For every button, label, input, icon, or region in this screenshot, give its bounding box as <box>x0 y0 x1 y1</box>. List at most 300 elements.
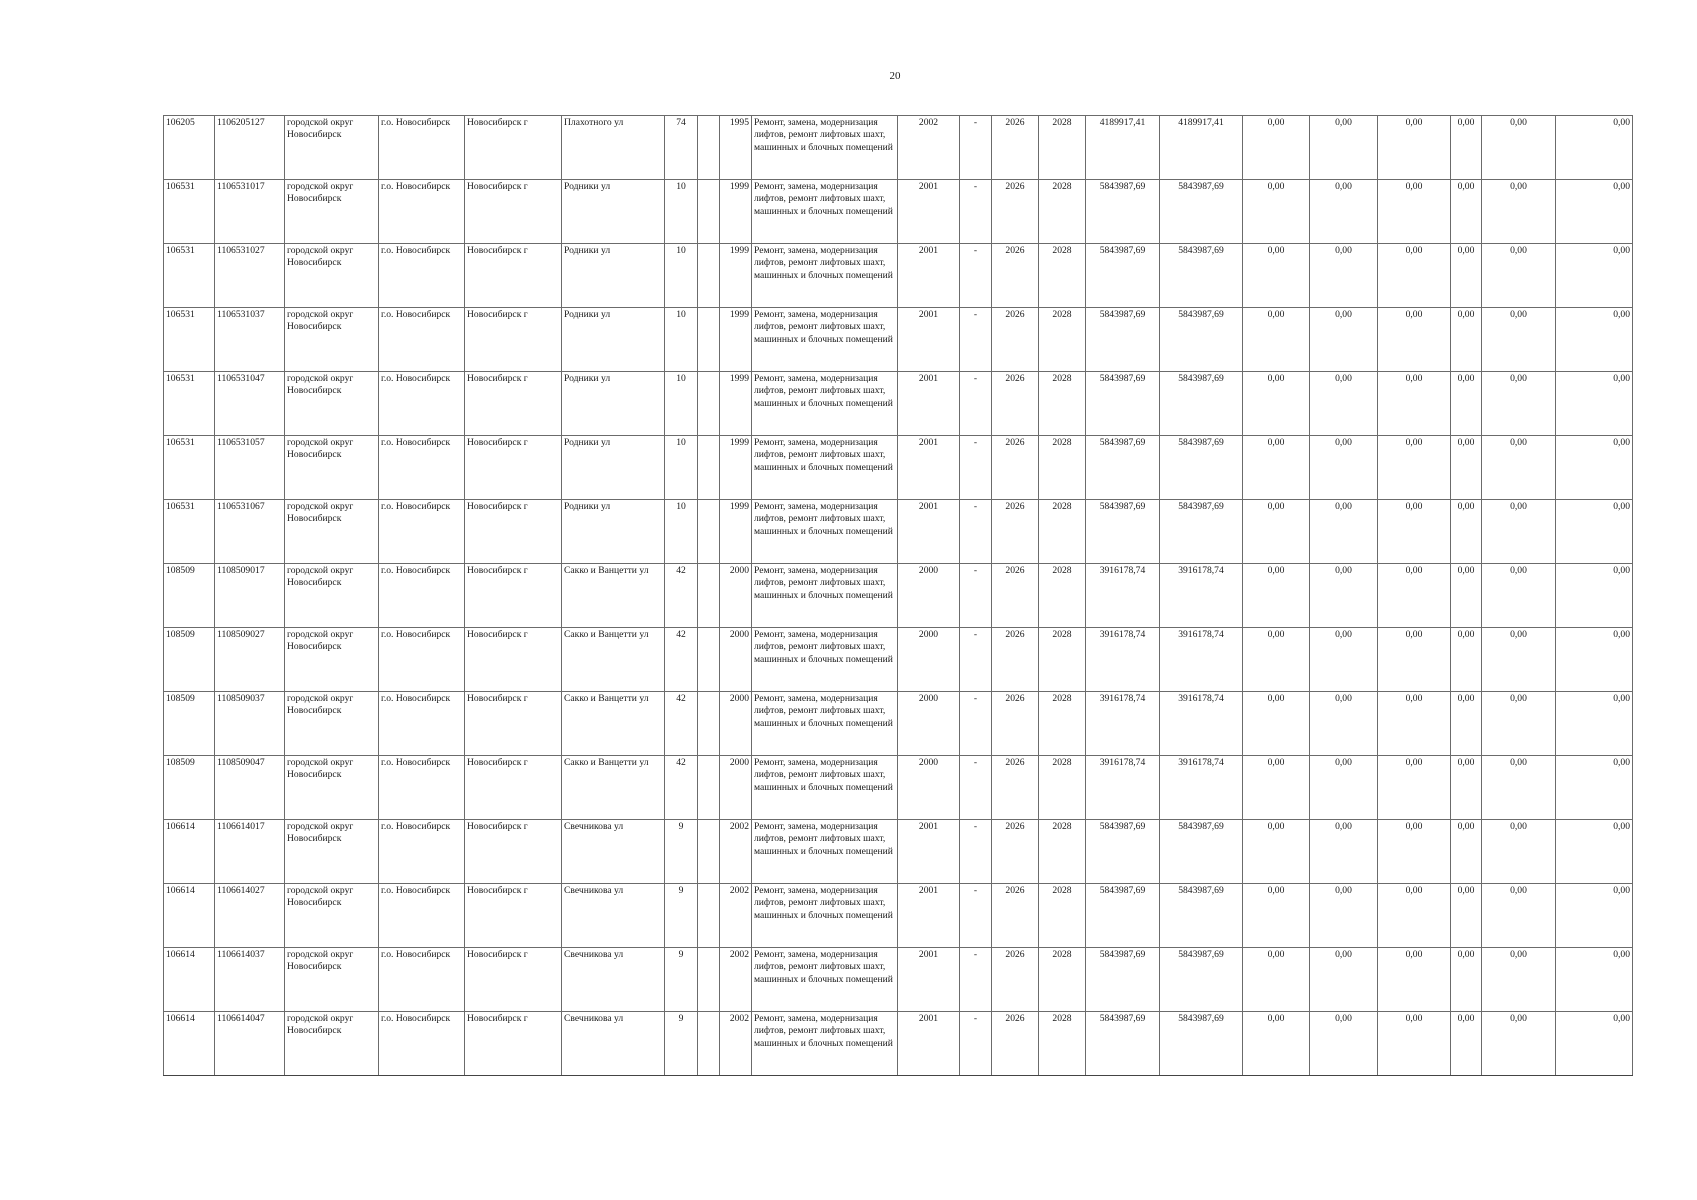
municipality-name: г.о. Новосибирск <box>379 244 465 308</box>
settlement-name: Новосибирск г <box>465 692 562 756</box>
value-5: 0,00 <box>1482 884 1556 948</box>
cost-total: 5843987,69 <box>1086 180 1160 244</box>
street-name: Свечникова ул <box>562 884 665 948</box>
work-type: Ремонт, замена, модернизация лифтов, ремонт лифтовых шахт, машинных и блочных помещений <box>752 116 898 180</box>
dash-cell: - <box>960 756 992 820</box>
plan-year-from: 2026 <box>992 884 1039 948</box>
value-4: 0,00 <box>1451 244 1482 308</box>
last-repair-year: 2000 <box>898 628 960 692</box>
value-2: 0,00 <box>1310 628 1378 692</box>
built-year: 1995 <box>720 116 752 180</box>
value-3: 0,00 <box>1378 756 1451 820</box>
dash-cell: - <box>960 564 992 628</box>
cost-total: 5843987,69 <box>1086 884 1160 948</box>
municipality-name: г.о. Новосибирск <box>379 756 465 820</box>
element-code: 1106531027 <box>215 244 285 308</box>
object-id: 106531 <box>164 244 215 308</box>
value-5: 0,00 <box>1482 180 1556 244</box>
value-6: 0,00 <box>1556 564 1633 628</box>
plan-year-to: 2028 <box>1039 884 1086 948</box>
house-number: 10 <box>665 180 698 244</box>
house-number: 10 <box>665 436 698 500</box>
built-year: 2000 <box>720 756 752 820</box>
house-number: 10 <box>665 372 698 436</box>
built-year: 1999 <box>720 180 752 244</box>
object-id: 106531 <box>164 180 215 244</box>
last-repair-year: 2000 <box>898 692 960 756</box>
plan-year-to: 2028 <box>1039 500 1086 564</box>
building-number <box>698 692 720 756</box>
street-name: Родники ул <box>562 372 665 436</box>
plan-year-to: 2028 <box>1039 756 1086 820</box>
value-3: 0,00 <box>1378 500 1451 564</box>
plan-year-from: 2026 <box>992 692 1039 756</box>
object-id: 108509 <box>164 564 215 628</box>
house-number: 74 <box>665 116 698 180</box>
building-number <box>698 308 720 372</box>
work-type: Ремонт, замена, модернизация лифтов, ремонт лифтовых шахт, машинных и блочных помещений <box>752 436 898 500</box>
plan-year-to: 2028 <box>1039 628 1086 692</box>
work-type: Ремонт, замена, модернизация лифтов, ремонт лифтовых шахт, машинных и блочных помещений <box>752 628 898 692</box>
object-id: 106531 <box>164 308 215 372</box>
value-4: 0,00 <box>1451 756 1482 820</box>
cost-fund: 3916178,74 <box>1160 564 1243 628</box>
value-2: 0,00 <box>1310 244 1378 308</box>
cost-total: 5843987,69 <box>1086 820 1160 884</box>
table-row <box>164 692 1633 756</box>
house-number: 42 <box>665 692 698 756</box>
value-1: 0,00 <box>1243 628 1310 692</box>
element-code: 1108509047 <box>215 756 285 820</box>
work-type: Ремонт, замена, модернизация лифтов, ремонт лифтовых шахт, машинных и блочных помещений <box>752 500 898 564</box>
value-4: 0,00 <box>1451 372 1482 436</box>
house-number: 9 <box>665 948 698 1012</box>
last-repair-year: 2001 <box>898 884 960 948</box>
value-6: 0,00 <box>1556 372 1633 436</box>
value-4: 0,00 <box>1451 564 1482 628</box>
value-4: 0,00 <box>1451 180 1482 244</box>
settlement-name: Новосибирск г <box>465 244 562 308</box>
value-3: 0,00 <box>1378 244 1451 308</box>
municipality-name: г.о. Новосибирск <box>379 308 465 372</box>
dash-cell: - <box>960 1012 992 1076</box>
last-repair-year: 2001 <box>898 500 960 564</box>
table-row <box>164 116 1633 180</box>
value-2: 0,00 <box>1310 564 1378 628</box>
value-1: 0,00 <box>1243 820 1310 884</box>
cost-total: 5843987,69 <box>1086 1012 1160 1076</box>
table-row <box>164 500 1633 564</box>
value-1: 0,00 <box>1243 116 1310 180</box>
value-3: 0,00 <box>1378 692 1451 756</box>
last-repair-year: 2001 <box>898 948 960 1012</box>
work-type: Ремонт, замена, модернизация лифтов, ремонт лифтовых шахт, машинных и блочных помещений <box>752 948 898 1012</box>
value-6: 0,00 <box>1556 692 1633 756</box>
value-3: 0,00 <box>1378 948 1451 1012</box>
plan-year-to: 2028 <box>1039 1012 1086 1076</box>
plan-year-from: 2026 <box>992 500 1039 564</box>
municipality-name: г.о. Новосибирск <box>379 948 465 1012</box>
value-2: 0,00 <box>1310 436 1378 500</box>
element-code: 1108509037 <box>215 692 285 756</box>
value-5: 0,00 <box>1482 1012 1556 1076</box>
value-6: 0,00 <box>1556 308 1633 372</box>
cost-total: 5843987,69 <box>1086 308 1160 372</box>
district-name: городской округ Новосибирск <box>285 948 379 1012</box>
cost-fund: 5843987,69 <box>1160 500 1243 564</box>
district-name: городской округ Новосибирск <box>285 564 379 628</box>
plan-year-from: 2026 <box>992 436 1039 500</box>
cost-total: 5843987,69 <box>1086 436 1160 500</box>
house-number: 10 <box>665 500 698 564</box>
value-5: 0,00 <box>1482 756 1556 820</box>
value-3: 0,00 <box>1378 372 1451 436</box>
cost-fund: 5843987,69 <box>1160 1012 1243 1076</box>
value-6: 0,00 <box>1556 628 1633 692</box>
last-repair-year: 2001 <box>898 1012 960 1076</box>
building-number <box>698 948 720 1012</box>
dash-cell: - <box>960 308 992 372</box>
last-repair-year: 2002 <box>898 116 960 180</box>
cost-total: 3916178,74 <box>1086 692 1160 756</box>
last-repair-year: 2001 <box>898 308 960 372</box>
value-5: 0,00 <box>1482 564 1556 628</box>
value-2: 0,00 <box>1310 308 1378 372</box>
building-number <box>698 756 720 820</box>
cost-fund: 5843987,69 <box>1160 884 1243 948</box>
value-5: 0,00 <box>1482 116 1556 180</box>
street-name: Свечникова ул <box>562 948 665 1012</box>
municipality-name: г.о. Новосибирск <box>379 1012 465 1076</box>
dash-cell: - <box>960 116 992 180</box>
settlement-name: Новосибирск г <box>465 372 562 436</box>
table-row <box>164 308 1633 372</box>
work-type: Ремонт, замена, модернизация лифтов, ремонт лифтовых шахт, машинных и блочных помещений <box>752 372 898 436</box>
cost-fund: 5843987,69 <box>1160 948 1243 1012</box>
value-3: 0,00 <box>1378 308 1451 372</box>
district-name: городской округ Новосибирск <box>285 756 379 820</box>
settlement-name: Новосибирск г <box>465 564 562 628</box>
municipality-name: г.о. Новосибирск <box>379 372 465 436</box>
dash-cell: - <box>960 820 992 884</box>
value-4: 0,00 <box>1451 436 1482 500</box>
value-5: 0,00 <box>1482 948 1556 1012</box>
district-name: городской округ Новосибирск <box>285 436 379 500</box>
settlement-name: Новосибирск г <box>465 308 562 372</box>
value-3: 0,00 <box>1378 180 1451 244</box>
street-name: Сакко и Ванцетти ул <box>562 692 665 756</box>
value-5: 0,00 <box>1482 436 1556 500</box>
value-6: 0,00 <box>1556 116 1633 180</box>
dash-cell: - <box>960 628 992 692</box>
table-row <box>164 756 1633 820</box>
value-5: 0,00 <box>1482 372 1556 436</box>
work-type: Ремонт, замена, модернизация лифтов, ремонт лифтовых шахт, машинных и блочных помещений <box>752 244 898 308</box>
building-number <box>698 372 720 436</box>
table-row <box>164 1012 1633 1076</box>
district-name: городской округ Новосибирск <box>285 180 379 244</box>
plan-year-from: 2026 <box>992 1012 1039 1076</box>
cost-total: 5843987,69 <box>1086 244 1160 308</box>
value-1: 0,00 <box>1243 500 1310 564</box>
value-5: 0,00 <box>1482 628 1556 692</box>
district-name: городской округ Новосибирск <box>285 884 379 948</box>
settlement-name: Новосибирск г <box>465 884 562 948</box>
street-name: Родники ул <box>562 500 665 564</box>
district-name: городской округ Новосибирск <box>285 372 379 436</box>
table-row <box>164 884 1633 948</box>
last-repair-year: 2000 <box>898 564 960 628</box>
district-name: городской округ Новосибирск <box>285 116 379 180</box>
municipality-name: г.о. Новосибирск <box>379 564 465 628</box>
element-code: 1106531057 <box>215 436 285 500</box>
municipality-name: г.о. Новосибирск <box>379 500 465 564</box>
value-1: 0,00 <box>1243 436 1310 500</box>
cost-fund: 3916178,74 <box>1160 692 1243 756</box>
cost-fund: 3916178,74 <box>1160 756 1243 820</box>
value-2: 0,00 <box>1310 692 1378 756</box>
cost-fund: 4189917,41 <box>1160 116 1243 180</box>
street-name: Родники ул <box>562 180 665 244</box>
plan-year-from: 2026 <box>992 372 1039 436</box>
value-6: 0,00 <box>1556 500 1633 564</box>
object-id: 106205 <box>164 116 215 180</box>
value-4: 0,00 <box>1451 884 1482 948</box>
cost-fund: 5843987,69 <box>1160 244 1243 308</box>
building-number <box>698 1012 720 1076</box>
object-id: 108509 <box>164 628 215 692</box>
built-year: 2002 <box>720 884 752 948</box>
value-6: 0,00 <box>1556 948 1633 1012</box>
work-type: Ремонт, замена, модернизация лифтов, ремонт лифтовых шахт, машинных и блочных помещений <box>752 308 898 372</box>
dash-cell: - <box>960 884 992 948</box>
street-name: Плахотного ул <box>562 116 665 180</box>
last-repair-year: 2001 <box>898 436 960 500</box>
dash-cell: - <box>960 948 992 1012</box>
plan-year-to: 2028 <box>1039 308 1086 372</box>
value-5: 0,00 <box>1482 500 1556 564</box>
cost-total: 3916178,74 <box>1086 628 1160 692</box>
cost-total: 5843987,69 <box>1086 948 1160 1012</box>
settlement-name: Новосибирск г <box>465 820 562 884</box>
work-type: Ремонт, замена, модернизация лифтов, ремонт лифтовых шахт, машинных и блочных помещений <box>752 820 898 884</box>
value-3: 0,00 <box>1378 884 1451 948</box>
object-id: 106614 <box>164 1012 215 1076</box>
work-type: Ремонт, замена, модернизация лифтов, ремонт лифтовых шахт, машинных и блочных помещений <box>752 1012 898 1076</box>
house-number: 10 <box>665 244 698 308</box>
value-6: 0,00 <box>1556 756 1633 820</box>
settlement-name: Новосибирск г <box>465 948 562 1012</box>
house-number: 42 <box>665 564 698 628</box>
plan-year-from: 2026 <box>992 244 1039 308</box>
value-4: 0,00 <box>1451 628 1482 692</box>
plan-year-to: 2028 <box>1039 820 1086 884</box>
dash-cell: - <box>960 180 992 244</box>
street-name: Свечникова ул <box>562 820 665 884</box>
building-number <box>698 500 720 564</box>
house-number: 9 <box>665 820 698 884</box>
object-id: 106614 <box>164 820 215 884</box>
plan-year-from: 2026 <box>992 308 1039 372</box>
value-1: 0,00 <box>1243 244 1310 308</box>
plan-year-from: 2026 <box>992 820 1039 884</box>
building-number <box>698 820 720 884</box>
cost-fund: 5843987,69 <box>1160 308 1243 372</box>
object-id: 108509 <box>164 692 215 756</box>
cost-total: 4189917,41 <box>1086 116 1160 180</box>
value-5: 0,00 <box>1482 244 1556 308</box>
element-code: 1106531047 <box>215 372 285 436</box>
table-row <box>164 244 1633 308</box>
built-year: 2002 <box>720 820 752 884</box>
built-year: 1999 <box>720 500 752 564</box>
built-year: 1999 <box>720 244 752 308</box>
object-id: 106531 <box>164 500 215 564</box>
building-number <box>698 628 720 692</box>
object-id: 106614 <box>164 884 215 948</box>
value-6: 0,00 <box>1556 820 1633 884</box>
plan-year-to: 2028 <box>1039 436 1086 500</box>
building-number <box>698 564 720 628</box>
repair-program-table <box>163 115 1633 1076</box>
plan-year-to: 2028 <box>1039 116 1086 180</box>
value-5: 0,00 <box>1482 820 1556 884</box>
value-4: 0,00 <box>1451 820 1482 884</box>
last-repair-year: 2001 <box>898 180 960 244</box>
house-number: 10 <box>665 308 698 372</box>
value-1: 0,00 <box>1243 180 1310 244</box>
value-2: 0,00 <box>1310 180 1378 244</box>
building-number <box>698 436 720 500</box>
dash-cell: - <box>960 500 992 564</box>
built-year: 2002 <box>720 1012 752 1076</box>
value-5: 0,00 <box>1482 308 1556 372</box>
value-1: 0,00 <box>1243 564 1310 628</box>
element-code: 1106614017 <box>215 820 285 884</box>
last-repair-year: 2001 <box>898 372 960 436</box>
street-name: Сакко и Ванцетти ул <box>562 756 665 820</box>
element-code: 1106531037 <box>215 308 285 372</box>
building-number <box>698 884 720 948</box>
value-3: 0,00 <box>1378 628 1451 692</box>
page-number: 20 <box>889 70 901 82</box>
work-type: Ремонт, замена, модернизация лифтов, ремонт лифтовых шахт, машинных и блочных помещений <box>752 692 898 756</box>
value-6: 0,00 <box>1556 244 1633 308</box>
district-name: городской округ Новосибирск <box>285 244 379 308</box>
cost-total: 5843987,69 <box>1086 372 1160 436</box>
cost-total: 3916178,74 <box>1086 756 1160 820</box>
house-number: 9 <box>665 884 698 948</box>
value-5: 0,00 <box>1482 692 1556 756</box>
value-1: 0,00 <box>1243 692 1310 756</box>
built-year: 1999 <box>720 372 752 436</box>
value-1: 0,00 <box>1243 948 1310 1012</box>
value-6: 0,00 <box>1556 1012 1633 1076</box>
dash-cell: - <box>960 436 992 500</box>
dash-cell: - <box>960 244 992 308</box>
built-year: 2000 <box>720 692 752 756</box>
value-3: 0,00 <box>1378 564 1451 628</box>
cost-fund: 3916178,74 <box>1160 628 1243 692</box>
value-3: 0,00 <box>1378 436 1451 500</box>
object-id: 106531 <box>164 436 215 500</box>
street-name: Свечникова ул <box>562 1012 665 1076</box>
element-code: 1108509027 <box>215 628 285 692</box>
municipality-name: г.о. Новосибирск <box>379 628 465 692</box>
cost-total: 3916178,74 <box>1086 564 1160 628</box>
value-4: 0,00 <box>1451 948 1482 1012</box>
plan-year-from: 2026 <box>992 180 1039 244</box>
plan-year-to: 2028 <box>1039 948 1086 1012</box>
value-6: 0,00 <box>1556 436 1633 500</box>
work-type: Ремонт, замена, модернизация лифтов, ремонт лифтовых шахт, машинных и блочных помещений <box>752 564 898 628</box>
value-2: 0,00 <box>1310 948 1378 1012</box>
dash-cell: - <box>960 372 992 436</box>
plan-year-from: 2026 <box>992 564 1039 628</box>
table-row <box>164 948 1633 1012</box>
built-year: 2000 <box>720 564 752 628</box>
element-code: 1106614027 <box>215 884 285 948</box>
built-year: 2002 <box>720 948 752 1012</box>
table-row <box>164 180 1633 244</box>
table-row <box>164 820 1633 884</box>
value-4: 0,00 <box>1451 116 1482 180</box>
table-row <box>164 436 1633 500</box>
plan-year-from: 2026 <box>992 628 1039 692</box>
last-repair-year: 2001 <box>898 820 960 884</box>
street-name: Родники ул <box>562 244 665 308</box>
table-row <box>164 564 1633 628</box>
element-code: 1106614047 <box>215 1012 285 1076</box>
cost-fund: 5843987,69 <box>1160 820 1243 884</box>
work-type: Ремонт, замена, модернизация лифтов, ремонт лифтовых шахт, машинных и блочных помещений <box>752 180 898 244</box>
street-name: Родники ул <box>562 436 665 500</box>
built-year: 2000 <box>720 628 752 692</box>
street-name: Сакко и Ванцетти ул <box>562 628 665 692</box>
element-code: 1106531067 <box>215 500 285 564</box>
dash-cell: - <box>960 692 992 756</box>
settlement-name: Новосибирск г <box>465 500 562 564</box>
plan-year-to: 2028 <box>1039 692 1086 756</box>
value-4: 0,00 <box>1451 1012 1482 1076</box>
last-repair-year: 2001 <box>898 244 960 308</box>
building-number <box>698 180 720 244</box>
table-row <box>164 628 1633 692</box>
value-2: 0,00 <box>1310 756 1378 820</box>
built-year: 1999 <box>720 436 752 500</box>
settlement-name: Новосибирск г <box>465 436 562 500</box>
work-type: Ремонт, замена, модернизация лифтов, ремонт лифтовых шахт, машинных и блочных помещений <box>752 884 898 948</box>
district-name: городской округ Новосибирск <box>285 628 379 692</box>
value-1: 0,00 <box>1243 756 1310 820</box>
element-code: 1106205127 <box>215 116 285 180</box>
cost-fund: 5843987,69 <box>1160 372 1243 436</box>
municipality-name: г.о. Новосибирск <box>379 436 465 500</box>
element-code: 1106614037 <box>215 948 285 1012</box>
element-code: 1108509017 <box>215 564 285 628</box>
value-4: 0,00 <box>1451 308 1482 372</box>
settlement-name: Новосибирск г <box>465 116 562 180</box>
value-2: 0,00 <box>1310 116 1378 180</box>
cost-fund: 5843987,69 <box>1160 436 1243 500</box>
settlement-name: Новосибирск г <box>465 628 562 692</box>
value-3: 0,00 <box>1378 820 1451 884</box>
plan-year-to: 2028 <box>1039 564 1086 628</box>
district-name: городской округ Новосибирск <box>285 1012 379 1076</box>
house-number: 42 <box>665 628 698 692</box>
building-number <box>698 116 720 180</box>
value-2: 0,00 <box>1310 1012 1378 1076</box>
